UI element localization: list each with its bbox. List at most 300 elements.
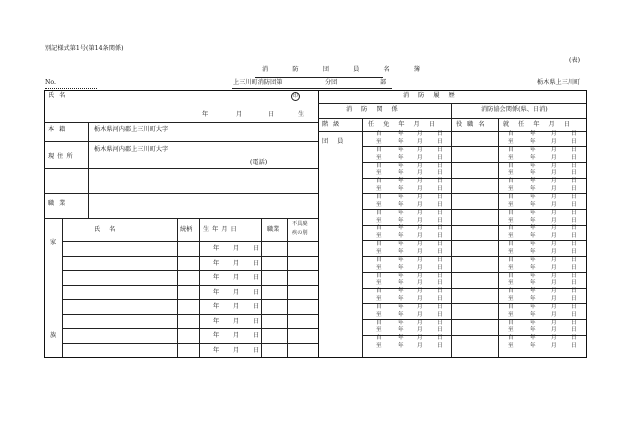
hist-cell-y: 年 [530, 194, 536, 200]
hist-cell-m: 月 [417, 186, 423, 193]
hist-cell-d: 日 [571, 335, 577, 342]
hist-cell-y: 年 [398, 194, 404, 200]
fam-date-m: 月 [233, 332, 240, 339]
honseki-label: 本籍 [48, 126, 71, 133]
hist-cell-m: 月 [551, 303, 557, 310]
hist-cell-m: 月 [417, 154, 423, 161]
hist-cell-y: 年 [530, 248, 536, 255]
hist-cell-ji: 自 [508, 241, 514, 248]
fam-date-m: 月 [233, 288, 240, 296]
fam-row-line [62, 343, 318, 344]
bun-label: 分団 [325, 79, 338, 86]
frame-bottom [44, 357, 587, 358]
frame-left [44, 90, 45, 357]
hist-cell-shi: 至 [376, 233, 382, 240]
hist-cell-y: 年 [398, 327, 404, 334]
hist-cell-d: 日 [437, 272, 443, 279]
org-label: 栃木県上三川町 [537, 79, 581, 86]
hist-cell-d: 日 [571, 194, 577, 200]
hist-cell-y: 年 [530, 303, 536, 310]
hist-cell-d: 日 [571, 139, 577, 146]
hist-cell-ji: 自 [508, 335, 514, 342]
fam-header-relation: 続柄 [180, 226, 193, 233]
title-underline [255, 77, 383, 78]
hist-cell-d: 日 [571, 186, 577, 193]
hist-cell-m: 月 [551, 131, 557, 138]
hist-cell-y: 年 [530, 209, 536, 216]
hist-cell-m: 月 [417, 209, 423, 216]
hist-cell-y: 年 [398, 186, 404, 193]
hist-cell-y: 年 [398, 209, 404, 216]
hist-cell-d: 日 [571, 162, 577, 169]
hist-cell-shi: 至 [508, 170, 514, 177]
hist-cell-shi: 至 [508, 248, 514, 255]
family-label-ka: 家 [50, 239, 57, 246]
hist-cell-y: 年 [530, 280, 536, 287]
hist-cell-d: 日 [571, 248, 577, 255]
hist-cell-y: 年 [398, 335, 404, 342]
hist-cell-d: 日 [571, 209, 577, 216]
hist-cell-shi: 至 [508, 296, 514, 303]
hist-cell-ji: 自 [508, 146, 514, 153]
hist-cell-y: 年 [530, 296, 536, 303]
hist-cell-shi: 至 [376, 280, 382, 287]
hist-cell-y: 年 [530, 241, 536, 248]
fam-date-d: 日 [253, 288, 260, 296]
hist-cell-ji: 自 [376, 241, 382, 248]
hist-cell-m: 月 [551, 241, 557, 248]
hist-cell-d: 日 [571, 146, 577, 153]
hist-cell-shi: 至 [376, 217, 382, 224]
hist-cell-y: 年 [530, 225, 536, 232]
line-address-top [44, 141, 318, 142]
hist-cell-y: 年 [530, 139, 536, 146]
line-hist-1 [318, 103, 586, 104]
hist-cell-m: 月 [551, 146, 557, 153]
hist-cell-d: 日 [571, 311, 577, 318]
hist-cell-d: 日 [571, 131, 577, 138]
hist-cell-ji: 自 [508, 319, 514, 326]
hist-cell-ji: 自 [376, 225, 382, 232]
honseki-divider [88, 122, 89, 219]
job-label: 職業 [48, 200, 71, 207]
hist-cell-m: 月 [551, 217, 557, 224]
hist-cell-ji: 自 [376, 256, 382, 263]
hist-cell-m: 月 [417, 225, 423, 232]
hist-cell-y: 年 [530, 186, 536, 193]
hist-cell-shi: 至 [508, 264, 514, 271]
hist-cell-m: 月 [417, 335, 423, 342]
hist-cell-shi: 至 [376, 296, 382, 303]
hist-cell-y: 年 [398, 296, 404, 303]
hist-cell-ji: 自 [508, 256, 514, 263]
line-hist-2 [318, 118, 586, 119]
hist-cell-d: 日 [571, 217, 577, 224]
hist-cell-d: 日 [571, 264, 577, 271]
hist-cell-d: 日 [437, 303, 443, 310]
hist-cell-shi: 至 [508, 139, 514, 146]
hist-shokui: 消防関係 [346, 106, 407, 113]
fam-date-y: 年 [213, 303, 220, 310]
hist-cell-m: 月 [417, 264, 423, 271]
hist-cell-m: 月 [417, 241, 423, 248]
hist-cell-y: 年 [398, 256, 404, 263]
fam-date-d: 日 [253, 303, 260, 310]
hist-cell-d: 日 [437, 225, 443, 232]
history-title: 消防履歴 [403, 92, 464, 99]
hist-cell-d: 日 [571, 256, 577, 263]
hist-cell-m: 月 [551, 201, 557, 208]
line-hist-3 [318, 131, 586, 132]
line-honseki-top [44, 122, 318, 123]
hist-cell-shi: 至 [508, 233, 514, 240]
name-label: 氏名 [48, 92, 71, 99]
hist-cell-y: 年 [530, 311, 536, 318]
hist-cell-m: 月 [551, 194, 557, 200]
fam-date-y: 年 [213, 346, 220, 354]
address-value: 栃木県河内郡上三川町大字 [94, 146, 169, 153]
hist-col-yaku [498, 118, 499, 357]
hist-cell-d: 日 [571, 201, 577, 208]
hist-cell-m: 月 [417, 343, 423, 350]
fam-col-3 [261, 218, 262, 357]
hist-cell-m: 月 [551, 272, 557, 279]
fam-date-m: 月 [233, 274, 240, 281]
hist-cell-d: 日 [437, 154, 443, 161]
hist-cell-d: 日 [571, 327, 577, 334]
hist-ninmen: 任免年月日 [368, 121, 444, 128]
hist-cell-m: 月 [551, 264, 557, 271]
hist-cell-ji: 自 [508, 178, 514, 185]
fam-header-birth: 生年月日 [203, 226, 240, 233]
fam-date-d: 日 [253, 346, 260, 354]
fam-header-disabled-2: 疾の別 [292, 230, 308, 236]
hist-cell-shi: 至 [508, 327, 514, 334]
hist-cell-ji: 自 [376, 272, 382, 279]
hist-cell-d: 日 [437, 209, 443, 216]
hist-cell-y: 年 [398, 131, 404, 138]
hist-cell-shi: 至 [508, 343, 514, 350]
hist-cell-d: 日 [437, 327, 443, 334]
hist-cell-d: 日 [437, 335, 443, 342]
hist-cell-ji: 自 [376, 194, 382, 200]
fam-row-line [62, 328, 318, 329]
hist-cell-y: 年 [530, 146, 536, 153]
dept-label: 上三川町消防団第 [233, 79, 283, 86]
dept-underline [232, 88, 392, 89]
hist-cell-ji: 自 [508, 194, 514, 200]
hist-cell-d: 日 [571, 343, 577, 350]
hist-cell-shi: 至 [376, 311, 382, 318]
hist-cell-ji: 自 [508, 288, 514, 295]
hist-cell-ji: 自 [376, 335, 382, 342]
fam-col-1 [177, 218, 178, 357]
hist-cell-y: 年 [398, 170, 404, 177]
fam-header-name: 氏名 [94, 226, 125, 233]
fam-date-d: 日 [253, 274, 260, 281]
hist-cell-m: 月 [417, 288, 423, 295]
hist-cell-shi: 至 [376, 186, 382, 193]
hist-cell-m: 月 [417, 217, 423, 224]
seal-mark: 印 [292, 93, 298, 99]
hist-cell-shi: 至 [376, 139, 382, 146]
hist-cell-y: 年 [398, 248, 404, 255]
hist-cell-d: 日 [571, 154, 577, 161]
hist-cell-d: 日 [571, 280, 577, 287]
fam-date-m: 月 [233, 346, 240, 354]
fam-date-y: 年 [213, 288, 220, 296]
hist-cell-y: 年 [398, 225, 404, 232]
hist-cell-m: 月 [417, 296, 423, 303]
hist-cell-ji: 自 [376, 319, 382, 326]
hist-cell-y: 年 [530, 327, 536, 334]
fam-date-y: 年 [213, 274, 220, 281]
hist-cell-shi: 至 [508, 186, 514, 193]
fam-col-4 [287, 218, 288, 357]
hist-cell-m: 月 [417, 178, 423, 185]
line-job-top [44, 193, 318, 194]
hist-cell-m: 月 [417, 170, 423, 177]
hist-cell-shi: 至 [508, 201, 514, 208]
hist-cell-shi: 至 [376, 201, 382, 208]
hist-cell-shi: 至 [376, 327, 382, 334]
hist-cell-m: 月 [417, 201, 423, 208]
hist-cell-d: 日 [437, 280, 443, 287]
hist-cell-ji: 自 [376, 178, 382, 185]
hist-cell-d: 日 [437, 296, 443, 303]
hist-cell-ji: 自 [376, 162, 382, 169]
hist-cell-m: 月 [551, 162, 557, 169]
line-family-top [44, 218, 318, 219]
hist-cell-d: 日 [437, 241, 443, 248]
hist-cell-y: 年 [530, 288, 536, 295]
hist-cell-d: 日 [437, 162, 443, 169]
hist-cell-d: 日 [437, 217, 443, 224]
hist-cell-m: 月 [417, 311, 423, 318]
hist-cell-m: 月 [551, 170, 557, 177]
birth-month: 月 [236, 111, 243, 118]
hist-cell-y: 年 [398, 241, 404, 248]
fam-date-m: 月 [233, 317, 240, 325]
hist-cell-d: 日 [571, 303, 577, 310]
hist-cell-ji: 自 [376, 288, 382, 295]
hist-cell-y: 年 [530, 256, 536, 263]
hist-cell-d: 日 [571, 233, 577, 240]
hist-cell-y: 年 [530, 264, 536, 271]
hist-cell-m: 月 [551, 248, 557, 255]
hist-col-kaikyu [362, 118, 363, 357]
hist-cell-m: 月 [417, 194, 423, 200]
birth-sei: 生 [298, 111, 305, 118]
hist-cell-y: 年 [398, 154, 404, 161]
hist-cell-m: 月 [551, 139, 557, 146]
hist-cell-m: 月 [417, 131, 423, 138]
hist-cell-y: 年 [530, 170, 536, 177]
family-label-divider [62, 218, 63, 357]
fam-row-line [62, 314, 318, 315]
hist-cell-d: 日 [437, 146, 443, 153]
hist-cell-d: 日 [571, 178, 577, 185]
fam-row-line [62, 299, 318, 300]
fam-row-line [62, 256, 318, 257]
hist-cell-y: 年 [398, 217, 404, 224]
hist-cell-y: 年 [398, 319, 404, 326]
no-underline [45, 88, 97, 89]
fam-row-line [62, 241, 318, 242]
hist-cell-d: 日 [437, 201, 443, 208]
hist-cell-m: 月 [551, 288, 557, 295]
fam-date-d: 日 [253, 317, 260, 325]
side-label: (表) [569, 57, 581, 64]
hist-cell-d: 日 [437, 139, 443, 146]
hist-cell-m: 月 [551, 225, 557, 232]
hist-cell-y: 年 [530, 217, 536, 224]
hist-cell-y: 年 [530, 201, 536, 208]
hist-cell-m: 月 [417, 248, 423, 255]
hist-cell-m: 月 [417, 303, 423, 310]
hist-cell-d: 日 [437, 178, 443, 185]
hist-cell-ji: 自 [376, 131, 382, 138]
hist-cell-m: 月 [551, 186, 557, 193]
hist-kaikyu: 階級 [322, 121, 345, 128]
fam-row-line [62, 285, 318, 286]
hist-cell-y: 年 [398, 264, 404, 271]
hist-cell-m: 月 [551, 209, 557, 216]
hist-cell-shi: 至 [508, 280, 514, 287]
hist-cell-shi: 至 [508, 217, 514, 224]
hist-cell-m: 月 [417, 319, 423, 326]
hist-kyokai: 消防協会関係(県、日消) [481, 106, 548, 113]
hist-cell-y: 年 [530, 154, 536, 161]
hist-cell-ji: 自 [376, 146, 382, 153]
hist-cell-y: 年 [398, 201, 404, 208]
hist-cell-y: 年 [398, 233, 404, 240]
address-label: 現住所 [48, 153, 76, 160]
hist-cell-ji: 自 [376, 209, 382, 216]
hist-cell-d: 日 [571, 319, 577, 326]
hist-cell-y: 年 [530, 272, 536, 279]
hist-cell-m: 月 [417, 139, 423, 146]
hist-cell-ji: 自 [508, 272, 514, 279]
hist-cell-y: 年 [398, 146, 404, 153]
fam-row-line [62, 270, 318, 271]
fam-date-d: 日 [253, 245, 260, 252]
hist-cell-m: 月 [551, 280, 557, 287]
hist-cell-y: 年 [398, 311, 404, 318]
hist-cell-m: 月 [417, 162, 423, 169]
hist-cell-m: 月 [417, 327, 423, 334]
hist-shunin: 就任年月日 [503, 121, 579, 128]
fam-header-job: 職業 [267, 226, 280, 233]
hist-cell-d: 日 [437, 256, 443, 263]
hist-cell-ji: 自 [508, 162, 514, 169]
fam-date-m: 月 [233, 245, 240, 252]
hist-cell-d: 日 [571, 241, 577, 248]
hist-cell-y: 年 [530, 131, 536, 138]
hist-cell-d: 日 [437, 194, 443, 200]
hist-cell-m: 月 [417, 256, 423, 263]
hist-cell-ji: 自 [508, 303, 514, 310]
hist-cell-ji: 自 [508, 131, 514, 138]
hist-cell-d: 日 [571, 272, 577, 279]
page-title: 消 防 団 員 名 簿 [262, 66, 430, 73]
hist-cell-ji: 自 [508, 225, 514, 232]
hist-cell-d: 日 [437, 288, 443, 295]
hist-cell-y: 年 [530, 335, 536, 342]
hist-cell-m: 月 [551, 296, 557, 303]
hist-yakushoku: 役職名 [456, 121, 490, 128]
hist-cell-shi: 至 [376, 154, 382, 161]
hist-cell-m: 月 [551, 233, 557, 240]
hist-cell-y: 年 [398, 303, 404, 310]
hist-cell-m: 月 [551, 154, 557, 161]
hist-cell-shi: 至 [376, 170, 382, 177]
hist-cell-y: 年 [398, 162, 404, 169]
hist-cell-y: 年 [530, 343, 536, 350]
hist-cell-y: 年 [530, 162, 536, 169]
hist-cell-shi: 至 [508, 311, 514, 318]
hist-cell-d: 日 [437, 319, 443, 326]
birth-day: 日 [268, 111, 275, 118]
hist-cell-m: 月 [551, 327, 557, 334]
hist-cell-y: 年 [530, 319, 536, 326]
hist-cell-m: 月 [551, 178, 557, 185]
hist-cell-d: 日 [437, 233, 443, 240]
fam-date-y: 年 [213, 332, 220, 339]
hist-cell-m: 月 [551, 319, 557, 326]
hist-cell-y: 年 [398, 139, 404, 146]
fam-header-disabled-1: 不具廃 [292, 221, 308, 227]
hist-cell-y: 年 [398, 343, 404, 350]
hist-cell-d: 日 [437, 343, 443, 350]
line-address-mid [44, 168, 318, 169]
phone-label: (電話) [250, 159, 268, 166]
hist-cell-d: 日 [437, 248, 443, 255]
hist-cell-y: 年 [530, 178, 536, 185]
birth-year: 年 [202, 111, 209, 118]
fam-col-2 [199, 218, 200, 357]
bu-label: 部 [380, 79, 387, 86]
hist-cell-m: 月 [417, 146, 423, 153]
honseki-value: 栃木県河内郡上三川町大字 [94, 126, 169, 133]
frame-right [586, 90, 587, 357]
hist-cell-m: 月 [417, 272, 423, 279]
hist-cell-d: 日 [437, 264, 443, 271]
hist-cell-d: 日 [437, 170, 443, 177]
hist-cell-d: 日 [437, 311, 443, 318]
hist-cell-d: 日 [571, 296, 577, 303]
family-label-zoku: 族 [50, 332, 57, 339]
hist-cell-shi: 至 [376, 264, 382, 271]
hist-cell-m: 月 [551, 335, 557, 342]
hist-cell-ji: 自 [376, 303, 382, 310]
fam-date-y: 年 [213, 245, 220, 252]
hist-cell-y: 年 [530, 233, 536, 240]
hist-cell-d: 日 [571, 170, 577, 177]
hist-cell-y: 年 [398, 272, 404, 279]
hist-cell-shi: 至 [376, 343, 382, 350]
hist-cell-shi: 至 [376, 248, 382, 255]
hist-cell-d: 日 [571, 288, 577, 295]
hist-cell-y: 年 [398, 280, 404, 287]
fam-date-y: 年 [213, 317, 220, 325]
hist-cell-d: 日 [437, 186, 443, 193]
hist-cell-y: 年 [398, 178, 404, 185]
hist-cell-d: 日 [571, 225, 577, 232]
hist-cell-m: 月 [417, 233, 423, 240]
hist-cell-m: 月 [551, 311, 557, 318]
frame-top [44, 90, 587, 91]
